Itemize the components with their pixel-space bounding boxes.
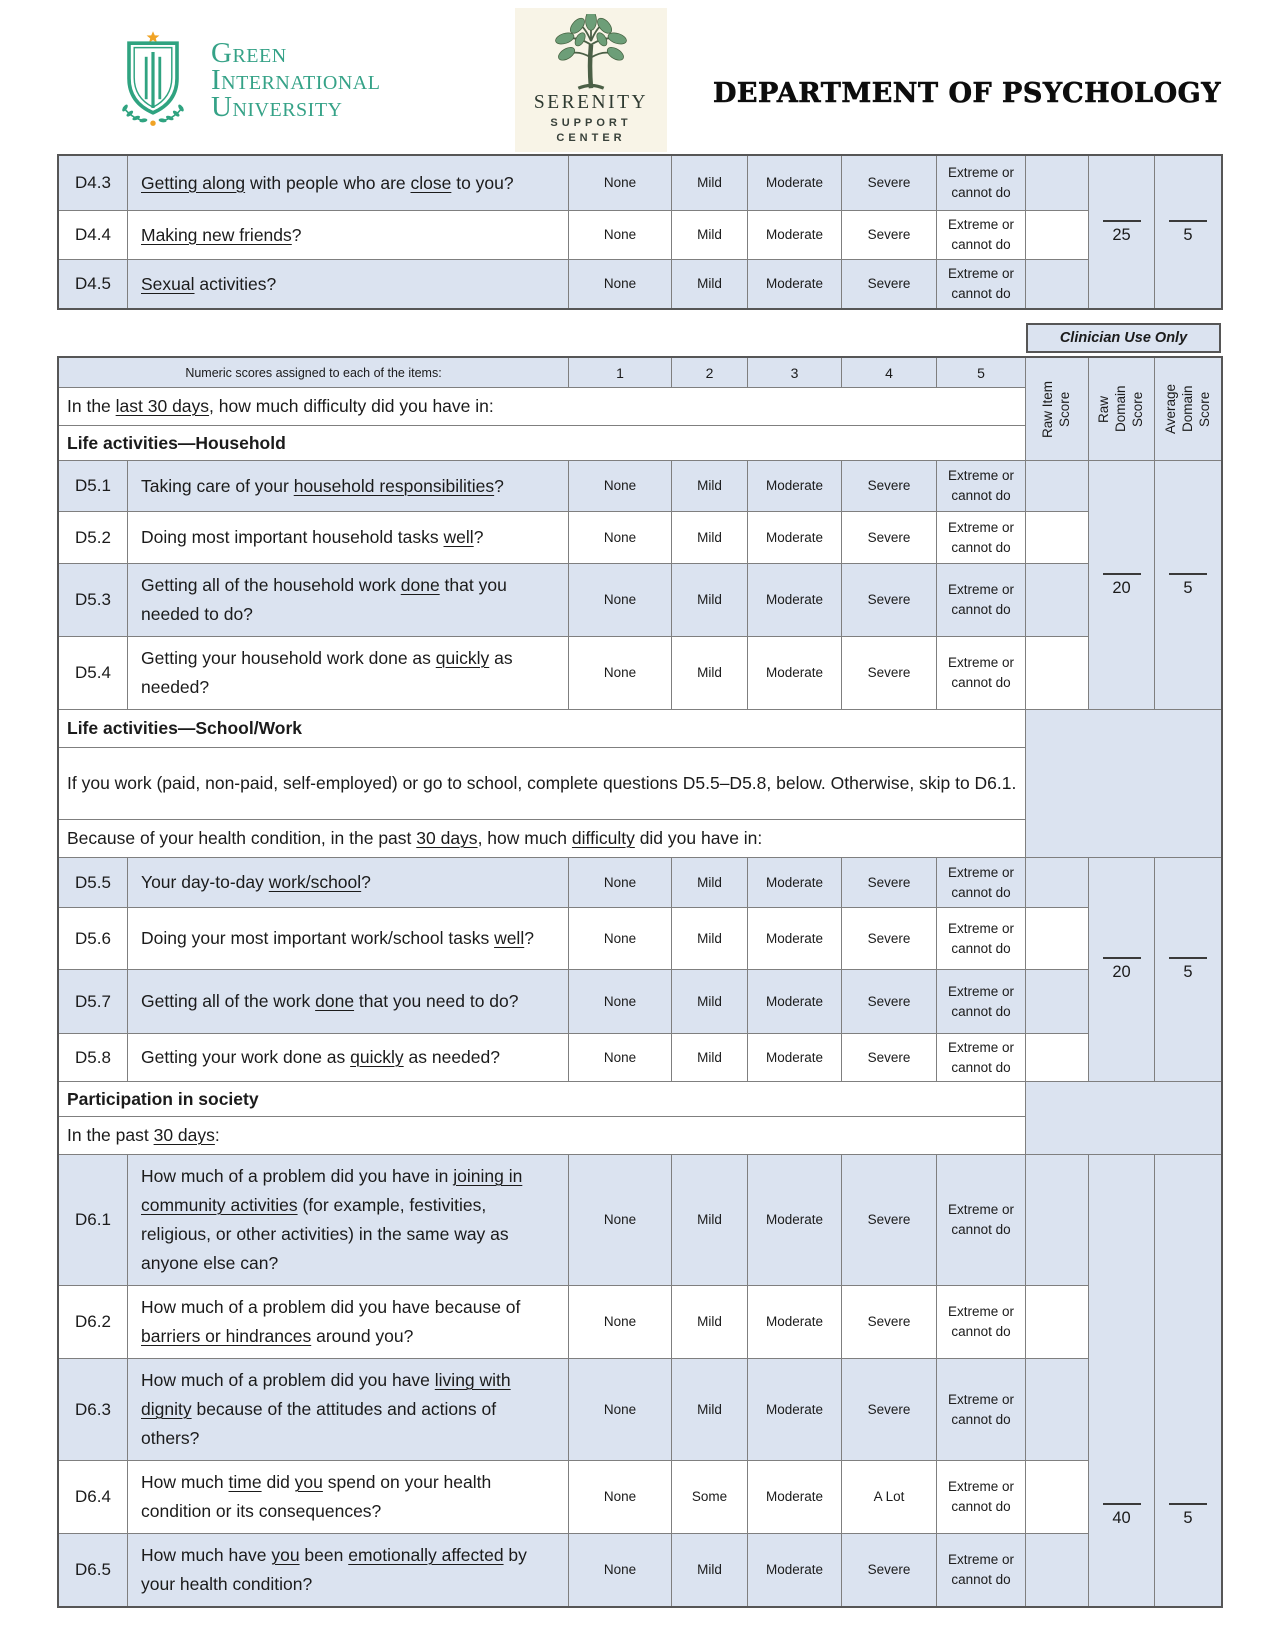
university-name-line2: International (211, 64, 381, 96)
option-d5-3-none[interactable]: None (569, 564, 671, 636)
raw-item-score-cell-d5-6[interactable] (1026, 908, 1088, 969)
average-domain-score-cell[interactable] (1155, 1155, 1221, 1606)
score-denominator: 5 (1183, 578, 1193, 597)
serenity-center-sub2: CENTER (556, 132, 626, 144)
raw-item-score-cell-d5-2[interactable] (1026, 512, 1088, 563)
option-d4-4-severe[interactable]: Severe (842, 211, 936, 259)
option-d6-2-extreme-or-cannot-do[interactable]: Extreme or cannot do (937, 1286, 1025, 1358)
option-d5-2-severe[interactable]: Severe (842, 512, 936, 563)
university-name-line1: Green (211, 37, 287, 69)
question-code-d4-5: D4.5 (59, 260, 127, 308)
option-d5-8-moderate[interactable]: Moderate (748, 1034, 841, 1081)
option-d5-8-extreme-or-cannot-do[interactable]: Extreme or cannot do (937, 1034, 1025, 1081)
raw-item-score-cell-d6-1[interactable] (1026, 1155, 1088, 1285)
numeric-score-value-1: 1 (569, 358, 671, 387)
numeric-score-value-3: 3 (748, 358, 841, 387)
raw-item-score-cell-d6-2[interactable] (1026, 1286, 1088, 1358)
average-domain-score-cell[interactable] (1155, 461, 1221, 709)
question-text-d5-6: Doing your most important work/school tasks well? (128, 908, 568, 969)
numeric-scores-label: Numeric scores assigned to each of the items: (59, 358, 568, 387)
option-d6-1-extreme-or-cannot-do[interactable]: Extreme or cannot do (937, 1155, 1025, 1285)
section-header-household: Life activities—Household (59, 426, 1025, 460)
option-d4-4-extreme-or-cannot-do[interactable]: Extreme or cannot do (937, 211, 1025, 259)
numeric-score-value-5: 5 (937, 358, 1025, 387)
question-text-d4-3: Getting along with people who are close to you? (128, 156, 568, 210)
question-code-d4-3: D4.3 (59, 156, 127, 210)
option-d4-4-moderate[interactable]: Moderate (748, 211, 841, 259)
question-code-d6-5: D6.5 (59, 1534, 127, 1606)
instruction-last-30-days: In the last 30 days, how much difficulty did you have in: (59, 388, 1025, 425)
option-d4-5-mild[interactable]: Mild (672, 260, 747, 308)
option-d5-1-mild[interactable]: Mild (672, 461, 747, 511)
raw-domain-score-cell[interactable] (1089, 858, 1154, 1081)
option-d6-5-none[interactable]: None (569, 1534, 671, 1606)
raw-item-score-cell-d5-5[interactable] (1026, 858, 1088, 907)
score-denominator: 5 (1183, 1509, 1193, 1527)
option-d6-3-none[interactable]: None (569, 1359, 671, 1460)
raw-item-score-cell-d6-5[interactable] (1026, 1534, 1088, 1606)
question-code-d5-5: D5.5 (59, 858, 127, 907)
question-code-d5-6: D5.6 (59, 908, 127, 969)
option-d4-3-severe[interactable]: Severe (842, 156, 936, 210)
option-d4-5-extreme-or-cannot-do[interactable]: Extreme or cannot do (937, 260, 1025, 308)
raw-item-score-cell-d6-4[interactable] (1026, 1461, 1088, 1533)
score-blank-line (1103, 957, 1141, 959)
option-d4-5-moderate[interactable]: Moderate (748, 260, 841, 308)
option-d5-4-mild[interactable]: Mild (672, 637, 747, 709)
option-d4-5-none[interactable]: None (569, 260, 671, 308)
question-text-d5-2: Doing most important household tasks well? (128, 512, 568, 563)
option-d5-6-mild[interactable]: Mild (672, 908, 747, 969)
serenity-tree-icon (545, 14, 637, 90)
option-d5-6-none[interactable]: None (569, 908, 671, 969)
raw-domain-score-cell[interactable] (1089, 1155, 1154, 1606)
university-name (211, 24, 380, 121)
option-d6-3-moderate[interactable]: Moderate (748, 1359, 841, 1460)
option-d6-5-severe[interactable]: Severe (842, 1534, 936, 1606)
option-d5-7-moderate[interactable]: Moderate (748, 970, 841, 1033)
university-name-line3: University (211, 91, 343, 123)
score-blank-line (1169, 957, 1207, 959)
instruction-work-note: If you work (paid, non-paid, self-employed) or go to school, complete questions D5.5–D5.8, below. Otherwise, skip to D6.1. (59, 748, 1025, 819)
question-text-d5-8: Getting your work done as quickly as needed? (128, 1034, 568, 1081)
raw-domain-score-cell[interactable] (1089, 461, 1154, 709)
clinician-use-only-row (57, 310, 1275, 356)
option-d5-6-moderate[interactable]: Moderate (748, 908, 841, 969)
clinician-use-only-label: Clinician Use Only (1026, 323, 1221, 353)
page-header (57, 8, 1275, 154)
option-d6-2-severe[interactable]: Severe (842, 1286, 936, 1358)
question-code-d5-1: D5.1 (59, 461, 127, 511)
option-d5-8-severe[interactable]: Severe (842, 1034, 936, 1081)
option-d6-4-some[interactable]: Some (672, 1461, 747, 1533)
option-d5-8-mild[interactable]: Mild (672, 1034, 747, 1081)
department-title: DEPARTMENT OF PSYCHOLOGY (712, 78, 1222, 109)
score-denominator: 5 (1183, 225, 1193, 244)
score-fraction (1169, 1503, 1207, 1528)
average-domain-score-cell[interactable] (1155, 156, 1221, 308)
question-code-d5-4: D5.4 (59, 637, 127, 709)
option-d6-3-mild[interactable]: Mild (672, 1359, 747, 1460)
university-logo (109, 24, 380, 136)
score-denominator: 5 (1183, 963, 1193, 981)
score-fraction (1103, 220, 1141, 245)
raw-domain-score-cell[interactable] (1089, 156, 1154, 308)
question-code-d6-3: D6.3 (59, 1359, 127, 1460)
column-header-raw-item-score: Raw Item Score (1026, 358, 1088, 460)
option-d4-3-moderate[interactable]: Moderate (748, 156, 841, 210)
question-text-d4-5: Sexual activities? (128, 260, 568, 308)
option-d5-3-moderate[interactable]: Moderate (748, 564, 841, 636)
score-denominator: 40 (1112, 1509, 1131, 1527)
question-code-d5-7: D5.7 (59, 970, 127, 1033)
question-text-d6-1: How much of a problem did you have in joining in community activities (for example, festivities, religious, or other activities) in the same way as anyone else can? (128, 1155, 568, 1285)
clinician-score-spacer (1026, 1082, 1221, 1154)
option-d4-4-mild[interactable]: Mild (672, 211, 747, 259)
numeric-score-value-2: 2 (672, 358, 747, 387)
raw-item-score-cell-d5-1[interactable] (1026, 461, 1088, 511)
option-d5-1-moderate[interactable]: Moderate (748, 461, 841, 511)
option-d5-2-moderate[interactable]: Moderate (748, 512, 841, 563)
option-d5-5-mild[interactable]: Mild (672, 858, 747, 907)
serenity-center-name: SERENITY (533, 92, 649, 113)
option-d4-4-none[interactable]: None (569, 211, 671, 259)
score-denominator: 20 (1112, 578, 1131, 597)
question-text-d6-2: How much of a problem did you have because of barriers or hindrances around you? (128, 1286, 568, 1358)
option-d6-1-mild[interactable]: Mild (672, 1155, 747, 1285)
clinician-score-spacer (1026, 710, 1221, 857)
option-d4-5-severe[interactable]: Severe (842, 260, 936, 308)
question-text-d5-1: Taking care of your household responsibilities? (128, 461, 568, 511)
option-d6-2-mild[interactable]: Mild (672, 1286, 747, 1358)
option-d5-7-severe[interactable]: Severe (842, 970, 936, 1033)
score-blank-line (1169, 1503, 1207, 1505)
question-text-d5-7: Getting all of the work done that you need to do? (128, 970, 568, 1033)
numeric-score-value-4: 4 (842, 358, 936, 387)
option-d5-7-mild[interactable]: Mild (672, 970, 747, 1033)
option-d5-2-mild[interactable]: Mild (672, 512, 747, 563)
score-blank-line (1103, 1503, 1141, 1505)
option-d6-4-none[interactable]: None (569, 1461, 671, 1533)
question-text-d5-3: Getting all of the household work done that you needed to do? (128, 564, 568, 636)
option-d5-8-none[interactable]: None (569, 1034, 671, 1081)
score-blank-line (1169, 573, 1207, 575)
score-denominator: 25 (1112, 225, 1131, 244)
serenity-logo (515, 8, 667, 152)
option-d6-2-moderate[interactable]: Moderate (748, 1286, 841, 1358)
section-header-participation: Participation in society (59, 1082, 1025, 1116)
option-d5-7-none[interactable]: None (569, 970, 671, 1033)
column-header-average-domain-score: Average Domain Score (1155, 358, 1221, 460)
option-d6-1-severe[interactable]: Severe (842, 1155, 936, 1285)
option-d6-4-a-lot[interactable]: A Lot (842, 1461, 936, 1533)
university-crest-icon (109, 24, 197, 136)
option-d5-6-extreme-or-cannot-do[interactable]: Extreme or cannot do (937, 908, 1025, 969)
option-d6-2-none[interactable]: None (569, 1286, 671, 1358)
option-d6-1-none[interactable]: None (569, 1155, 671, 1285)
question-code-d4-4: D4.4 (59, 211, 127, 259)
option-d5-4-severe[interactable]: Severe (842, 637, 936, 709)
option-d5-1-severe[interactable]: Severe (842, 461, 936, 511)
option-d5-7-extreme-or-cannot-do[interactable]: Extreme or cannot do (937, 970, 1025, 1033)
option-d5-6-severe[interactable]: Severe (842, 908, 936, 969)
score-fraction (1103, 1503, 1141, 1528)
option-d5-1-extreme-or-cannot-do[interactable]: Extreme or cannot do (937, 461, 1025, 511)
option-d6-4-moderate[interactable]: Moderate (748, 1461, 841, 1533)
question-code-d6-1: D6.1 (59, 1155, 127, 1285)
option-d4-3-none[interactable]: None (569, 156, 671, 210)
question-code-d6-2: D6.2 (59, 1286, 127, 1358)
option-d5-5-moderate[interactable]: Moderate (748, 858, 841, 907)
question-text-d6-4: How much time did you spend on your health condition or its consequences? (128, 1461, 568, 1533)
raw-item-score-cell-d5-3[interactable] (1026, 564, 1088, 636)
option-d5-4-none[interactable]: None (569, 637, 671, 709)
option-d5-2-extreme-or-cannot-do[interactable]: Extreme or cannot do (937, 512, 1025, 563)
section-header-school-work: Life activities—School/Work (59, 710, 1025, 747)
option-d5-3-extreme-or-cannot-do[interactable]: Extreme or cannot do (937, 564, 1025, 636)
score-blank-line (1103, 573, 1141, 575)
option-d5-5-extreme-or-cannot-do[interactable]: Extreme or cannot do (937, 858, 1025, 907)
question-text-d6-3: How much of a problem did you have living with dignity because of the attitudes and actions of others? (128, 1359, 568, 1460)
raw-item-score-cell-d4-3[interactable] (1026, 156, 1088, 210)
raw-item-score-cell-d5-8[interactable] (1026, 1034, 1088, 1081)
option-d6-5-moderate[interactable]: Moderate (748, 1534, 841, 1606)
option-d4-3-extreme-or-cannot-do[interactable]: Extreme or cannot do (937, 156, 1025, 210)
score-denominator: 20 (1112, 963, 1131, 981)
column-header-raw-domain-score: Raw Domain Score (1089, 358, 1154, 460)
questions-table-main (57, 356, 1223, 1608)
option-d5-3-mild[interactable]: Mild (672, 564, 747, 636)
score-fraction (1103, 573, 1141, 598)
option-d6-1-moderate[interactable]: Moderate (748, 1155, 841, 1285)
question-code-d5-8: D5.8 (59, 1034, 127, 1081)
question-text-d6-5: How much have you been emotionally affected by your health condition? (128, 1534, 568, 1606)
option-d6-3-severe[interactable]: Severe (842, 1359, 936, 1460)
option-d5-2-none[interactable]: None (569, 512, 671, 563)
option-d5-5-none[interactable]: None (569, 858, 671, 907)
option-d6-5-mild[interactable]: Mild (672, 1534, 747, 1606)
raw-item-score-cell-d5-7[interactable] (1026, 970, 1088, 1033)
question-code-d5-2: D5.2 (59, 512, 127, 563)
score-fraction (1169, 220, 1207, 245)
option-d6-3-extreme-or-cannot-do[interactable]: Extreme or cannot do (937, 1359, 1025, 1460)
raw-item-score-cell-d4-4[interactable] (1026, 211, 1088, 259)
score-blank-line (1169, 220, 1207, 222)
instruction-past-30-days: In the past 30 days: (59, 1117, 1025, 1154)
questions-table-top (57, 154, 1223, 310)
serenity-center-sub1: SUPPORT (550, 117, 632, 129)
option-d5-4-extreme-or-cannot-do[interactable]: Extreme or cannot do (937, 637, 1025, 709)
option-d6-4-extreme-or-cannot-do[interactable]: Extreme or cannot do (937, 1461, 1025, 1533)
raw-item-score-cell-d6-3[interactable] (1026, 1359, 1088, 1460)
option-d6-5-extreme-or-cannot-do[interactable]: Extreme or cannot do (937, 1534, 1025, 1606)
raw-item-score-cell-d4-5[interactable] (1026, 260, 1088, 308)
raw-item-score-cell-d5-4[interactable] (1026, 637, 1088, 709)
instruction-because-health: Because of your health condition, in the past 30 days, how much difficulty did you have in: (59, 820, 1025, 857)
option-d5-5-severe[interactable]: Severe (842, 858, 936, 907)
score-fraction (1169, 573, 1207, 598)
option-d5-4-moderate[interactable]: Moderate (748, 637, 841, 709)
average-domain-score-cell[interactable] (1155, 858, 1221, 1081)
option-d5-1-none[interactable]: None (569, 461, 671, 511)
score-fraction (1103, 957, 1141, 982)
score-blank-line (1103, 220, 1141, 222)
question-text-d5-5: Your day-to-day work/school? (128, 858, 568, 907)
question-code-d5-3: D5.3 (59, 564, 127, 636)
score-fraction (1169, 957, 1207, 982)
question-code-d6-4: D6.4 (59, 1461, 127, 1533)
option-d4-3-mild[interactable]: Mild (672, 156, 747, 210)
option-d5-3-severe[interactable]: Severe (842, 564, 936, 636)
question-text-d5-4: Getting your household work done as quickly as needed? (128, 637, 568, 709)
question-text-d4-4: Making new friends? (128, 211, 568, 259)
